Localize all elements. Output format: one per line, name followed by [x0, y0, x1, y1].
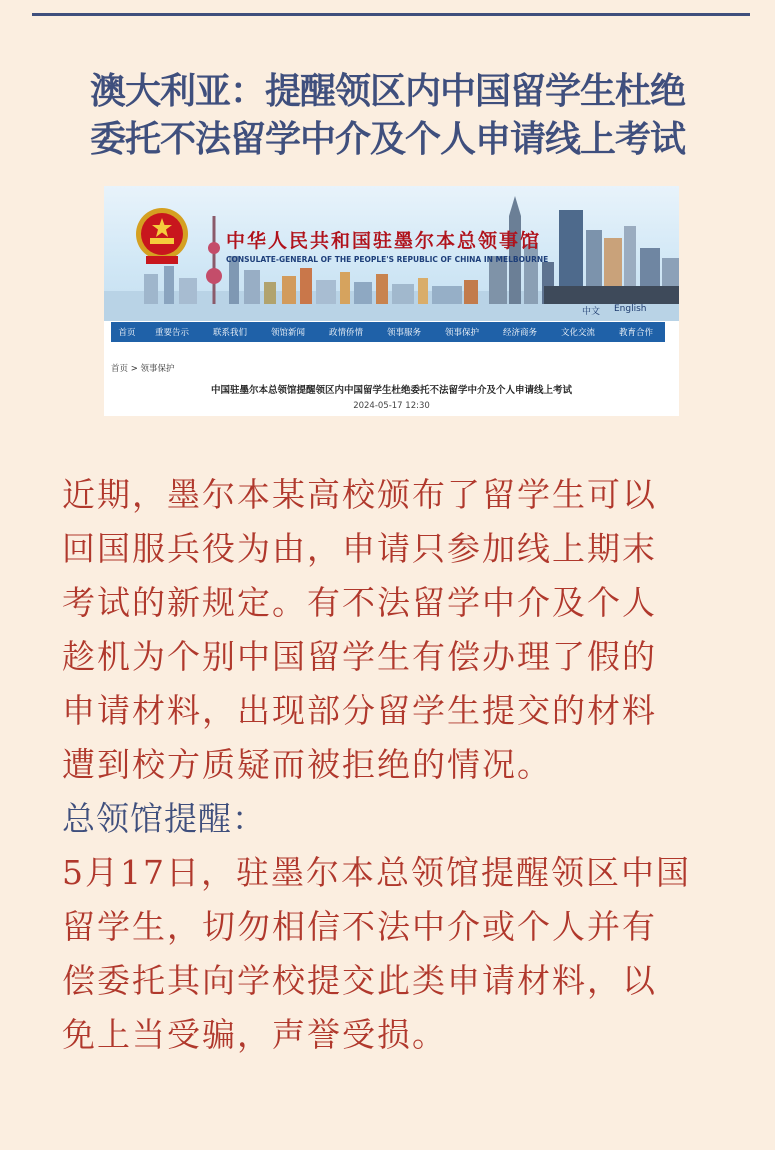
nav-item-news[interactable]: 领馆新闻 [270, 328, 305, 338]
national-emblem-icon [134, 206, 190, 270]
paragraph-line: 免上当受骗，声誉受损。 [62, 1015, 447, 1054]
breadcrumb: 首页 > 领事保护 [111, 364, 175, 374]
paragraph-line: 申请材料，出现部分留学生提交的材料 [62, 691, 657, 730]
paragraph-line: 回国服兵役为由，申请只参加线上期末 [62, 529, 657, 568]
headline-line-1: 澳大利亚：提醒领区内中国留学生杜绝 [89, 71, 685, 112]
consulate-website-screenshot [104, 186, 679, 416]
nav-item-contact[interactable]: 联系我们 [212, 328, 247, 338]
nav-item-economy[interactable]: 经济商务 [502, 328, 537, 338]
site-banner [104, 186, 679, 321]
site-article-date: 2024-05-17 12:30 [353, 401, 430, 411]
article-headline [0, 68, 775, 164]
paragraph-line: 考试的新规定。有不法留学中介及个人 [62, 583, 657, 622]
lang-english-link[interactable]: English [614, 304, 647, 314]
nav-item-consular-protection[interactable]: 领事保护 [444, 328, 479, 338]
nav-item-culture[interactable]: 文化交流 [560, 328, 595, 338]
city-skyline-illustration [104, 186, 679, 321]
nav-item-consular-services[interactable]: 领事服务 [386, 328, 421, 338]
paragraph-line: 遭到校方质疑而被拒绝的情况。 [62, 745, 552, 784]
nav-item-overseas[interactable]: 政情侨情 [328, 328, 363, 338]
headline-line-2: 委托不法留学中介及个人申请线上考试 [89, 119, 685, 160]
paragraph-line: 5月17日，驻墨尔本总领馆提醒领区中国 [62, 853, 691, 892]
paragraph-line: 偿委托其向学校提交此类申请材料，以 [62, 961, 657, 1000]
nav-item-notices[interactable]: 重要告示 [154, 328, 189, 338]
nav-item-education[interactable]: 教育合作 [618, 328, 653, 338]
paragraph-line: 趁机为个别中国留学生有偿办理了假的 [62, 637, 657, 676]
nav-item-home[interactable]: 首页 [118, 328, 136, 338]
site-name-chinese: 中华人民共和国驻墨尔本总领事馆 [226, 230, 542, 252]
lang-chinese-link[interactable]: 中文 [582, 307, 601, 317]
paragraph-situation [62, 468, 742, 792]
paragraph-line: 近期，墨尔本某高校颁布了留学生可以 [62, 475, 657, 514]
site-article-title: 中国驻墨尔本总领馆提醒领区内中国留学生杜绝委托不法留学中介及个人申请线上考试 [210, 385, 572, 396]
paragraph-line: 留学生，切勿相信不法中介或个人并有 [62, 907, 657, 946]
site-name-english: CONSULATE-GENERAL OF THE PEOPLE'S REPUBLIC OF CHINA IN MELBOURNE [226, 255, 549, 264]
top-divider [32, 13, 750, 16]
paragraph-reminder [62, 846, 742, 1062]
reminder-heading: 总领馆提醒： [62, 799, 266, 838]
site-nav-bar [111, 322, 665, 342]
